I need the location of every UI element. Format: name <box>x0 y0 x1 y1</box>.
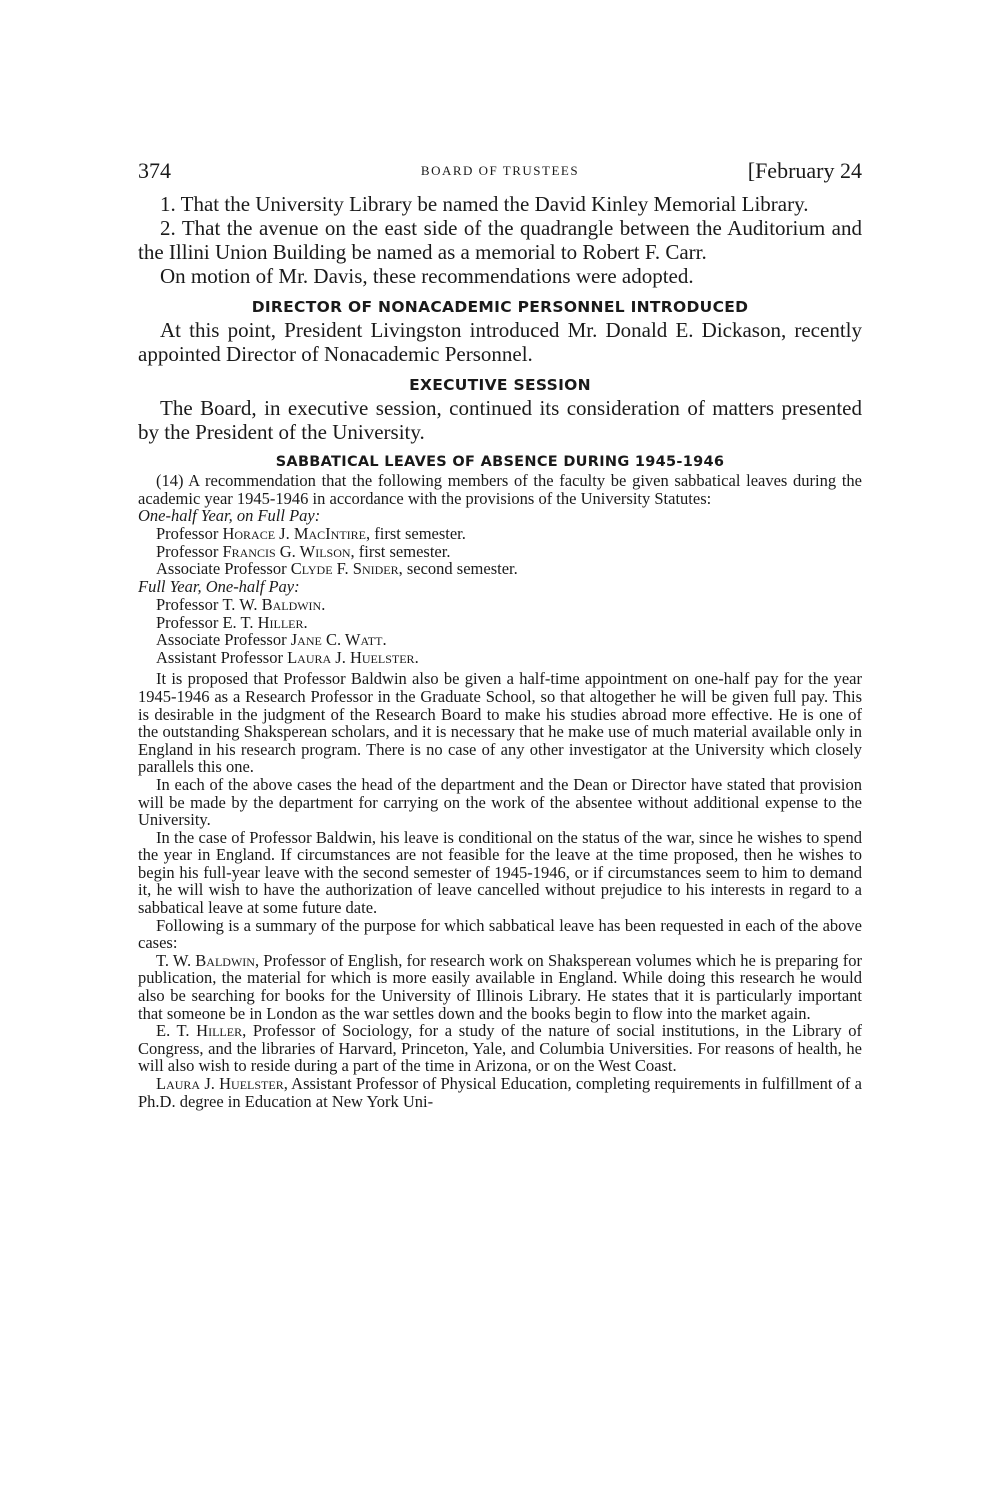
group-heading-full-year: Full Year, One-half Pay: <box>138 576 300 596</box>
summary-hiller: E. T. Hiller, Professor of Sociology, for a study of the nature of social institutions, in the Library of Congress, and the libraries of Harvard, Princeton, Yale, and Columbia Universities. For reasons of health, he will also wish to reside during a part of the time in Arizona, or on the West Coast. <box>138 1021 862 1076</box>
summary-huelster: Laura J. Huelster, Assistant Professor of Physical Education, completing requirements in fulfillment of a Ph.D. degree in Education at New York Uni- <box>138 1074 862 1111</box>
recommendation-2: 2. That the avenue on the east side of the quadrangle between the Auditorium and the Illini Union Building be named as a memorial to Robert F. Carr. <box>138 216 862 264</box>
paragraph-department-provision: In each of the above cases the head of the department and the Dean or Director have stated that provision will be made by the department for carrying on the work of the absentee without additional expense to the University. <box>138 774 862 830</box>
section-heading-director: DIRECTOR OF NONACADEMIC PERSONNEL INTRODUCED <box>251 298 749 316</box>
executive-paragraph: The Board, in executive session, continued its consideration of matters presented by the President of the University. <box>138 396 862 444</box>
director-paragraph: At this point, President Livingston introduced Mr. Donald E. Dickason, recently appointed Director of Nonacademic Personnel. <box>138 318 862 366</box>
group-list-full-year <box>138 596 862 666</box>
section-heading-executive: EXECUTIVE SESSION <box>409 376 591 394</box>
list-item: Professor E. T. Hiller. <box>156 612 308 632</box>
paragraph-baldwin-conditional: In the case of Professor Baldwin, his leave is conditional on the status of the war, since he wishes to spend the year in England. If circumstances are not feasible for the leave at the time proposed, then he wishes to begin his full-year leave with the second semester of 1945-1946, or if circumstances seem to him to demand it, he will wish to have the authorization of leave cancelled without prejudice to his interests in regard to a sabbatical leave at some future date. <box>138 827 862 918</box>
section-heading-sabbatical: SABBATICAL LEAVES OF ABSENCE DURING 1945-1946 <box>275 454 725 470</box>
sabbatical-intro: (14) A recommendation that the following members of the faculty be given sabbatical leaves during the academic year 1945-1946 in accordance with the provisions of the University Statutes: <box>138 471 862 508</box>
group-heading-half-year: One-half Year, on Full Pay: <box>138 506 321 526</box>
paragraph-baldwin-appointment: It is proposed that Professor Baldwin also be given a half-time appointment on one-half pay for the year 1945-1946 as a Research Professor in the Graduate School, so that altogether he will be given full pay. This is desirable in the judgment of the Research Board to make his studies abroad more effective. He is one of the outstanding Shaksperean scholars, and it is necessary that he make use of much material available only in England in his research program. There is no case of any other investigator at the University which closely parallels this one. <box>138 669 862 777</box>
paragraph-summary-intro: Following is a summary of the purpose for which sabbatical leave has been requested in each of the above cases: <box>138 915 862 953</box>
running-title: BOARD OF TRUSTEES <box>420 163 580 178</box>
list-item: Associate Professor Clyde F. Snider, second semester. <box>156 559 518 579</box>
recommendation-1: 1. That the University Library be named the David Kinley Memorial Library. <box>160 192 809 216</box>
list-item: Professor T. W. Baldwin. <box>156 594 326 614</box>
list-item: Assistant Professor Laura J. Huelster. <box>156 647 419 667</box>
list-item: Associate Professor Jane C. Watt. <box>156 630 387 650</box>
page-number: 374 <box>138 158 171 183</box>
running-head <box>138 158 862 192</box>
document-page <box>138 158 862 1110</box>
group-list-half-year <box>138 525 862 578</box>
list-item: Professor Francis G. Wilson, first semester. <box>156 541 451 561</box>
list-item: Professor Horace J. MacIntire, first semester. <box>156 524 466 544</box>
summary-baldwin: T. W. Baldwin, Professor of English, for research work on Shaksperean volumes which he is preparing for publication, the material for which is more easily available in England. While doing this research he would also be searching for books for the University of Illinois Library. He states that it is particularly important that someone be in London as the war settles down and the books begin to flow into the market again. <box>138 950 862 1023</box>
running-date: [February 24 <box>747 158 862 183</box>
motion-paragraph: On motion of Mr. Davis, these recommendations were adopted. <box>160 264 694 288</box>
